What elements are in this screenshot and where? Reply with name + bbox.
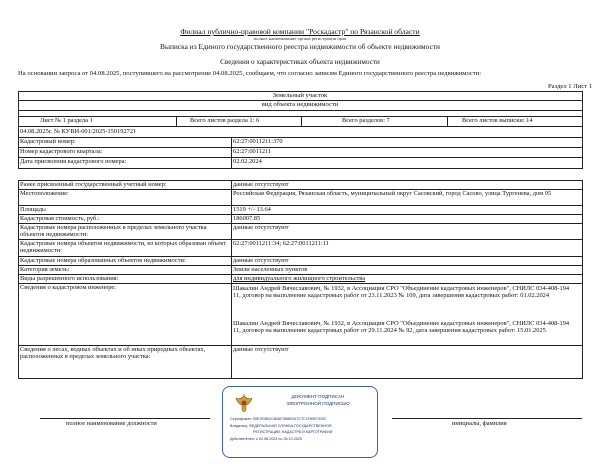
location-label: Местоположение: (20, 190, 69, 197)
document-subtitle: Сведения о характеристиках объекта недвижимости (220, 58, 380, 66)
object-type: Земельный участок (272, 92, 328, 99)
permitted-use-value: для индивидуального жилищного строительства (233, 275, 366, 282)
engineer-value-2: Шакалин Андрей Вячеславович, № 1932, в Ассоциация СРО "Объединение кадастровых инженеров", СНИЛС 034-408-194 11, договор на выполнение кадастровых работ от 29.11.2024 № 92, дата завершения кадастровых работ: 15.01.2025 (233, 320, 570, 335)
assign-date-label: Дата присвоения кадастрового номера: (20, 158, 127, 165)
stamp-title-1: ДОКУМЕНТ ПОДПИСАН (291, 394, 345, 399)
quarter-number-label: Номер кадастрового квартала: (20, 148, 103, 155)
cadastral-value-label: Кадастровая стоимость, руб.: (20, 215, 100, 222)
natural-objects-value: данные отсутствуют (233, 346, 289, 353)
section-reference: Раздел 1 Лист 1 (548, 83, 592, 90)
name-caption: инициалы, фамилия (452, 420, 507, 427)
stamp-certificate: Сертификат: 00E7E0B2C4BAF2B6EEA7C7C1F69E7D3E (230, 417, 326, 421)
permitted-use-label: Виды разрешенного использования: (20, 275, 119, 282)
location-value: Российская Федерация, Рязанская область, муниципальный округ Сасовский, город Сасово, улица Тургенева, дом 95 (233, 190, 552, 197)
position-caption: полное наименование должности (66, 420, 157, 427)
formed-objects-label: Кадастровые номера образованных объектов недвижимости: (20, 257, 186, 264)
vrule-top-fields (231, 137, 232, 169)
area-label: Площадь: (20, 206, 47, 213)
rule-f3 (18, 214, 583, 215)
rule-2 (18, 110, 583, 111)
stamp-owner-2: РЕГИСТРАЦИИ, КАДАСТРА И КАРТОГРАФИИ (253, 430, 333, 434)
rule-5 (18, 137, 583, 138)
cadastral-value-value: 186007.85 (233, 215, 261, 222)
prev-number-label: Ранее присвоенный государственный учетный номер: (20, 181, 167, 188)
engineer-label: Сведения о кадастровом инженере: (20, 284, 117, 291)
natural-objects-label: Сведения о лесах, водных объектах и об иных природных объектах, расположенных в пределах земельного участка: (20, 346, 206, 361)
stamp-title-2: ЭЛЕКТРОННОЙ ПОДПИСЬЮ (286, 401, 350, 406)
objects-within-label: Кадастровые номера расположенных в пределах земельного участка объектов недвижимости: (20, 224, 207, 239)
vrule-b (301, 116, 302, 126)
stamp-owner: Владелец: ФЕДЕРАЛЬНАЯ СЛУЖБА ГОСУДАРСТВЕННОЙ (230, 424, 332, 428)
cadastral-number-label: Кадастровый номер: (20, 138, 76, 145)
land-category-value: Земли населенных пунктов (233, 266, 308, 273)
sheets-total: Всего листов выписки: 14 (462, 117, 533, 124)
vrule-a (176, 116, 177, 126)
objects-within-value: данные отсутствуют (233, 224, 289, 231)
engineer-value-1: Шакалин Андрей Вячеславович, № 1932, в Ассоциация СРО "Объединение кадастровых инженеров", СНИЛС 034-408-194 11, договор на выполнение кадастровых работ от 23.11.2023 № 109, дата завершения кадастровых работ: 01.02.2024 (233, 285, 570, 300)
formed-from-label: Кадастровые номера объектов недвижимости, из которых образован объект недвижимости: (20, 240, 227, 255)
quarter-number-value: 62:27:0011211 (233, 148, 272, 155)
org-name-text: Филиал публично-правовой компании "Роскадастр" по Рязанской области (180, 27, 420, 36)
sections-total: Всего разделов: 7 (342, 117, 390, 124)
cadastral-number-value: 62:27:0011211:370 (233, 138, 283, 145)
prev-number-value: данные отсутствуют (233, 181, 289, 188)
land-category-label: Категория земель: (20, 266, 70, 273)
rule-6 (18, 147, 583, 148)
vrule-fields (231, 180, 232, 379)
e-signature-stamp (222, 386, 378, 458)
request-line: На основании запроса от 04.08.2025, поступившего на рассмотрение 04.08.2025, сообщаем, что согласно записям Единого государственного реестра недвижимости: (18, 70, 482, 77)
date-number: 04.08.2025г. № КУВИ-001/2025-150192721 (20, 128, 137, 135)
stamp-validity: Действителен: с 02.08.2024 по 26.10.2025 (230, 437, 302, 441)
formed-objects-value: данные отсутствуют (233, 257, 289, 264)
document-title: Выписка из Единого государственного реестра недвижимости об объекте недвижимости (160, 42, 440, 51)
assign-date-value: 02.02.2024 (233, 158, 262, 165)
position-line (40, 418, 210, 419)
org-caption: полное наименование органа регистрации прав (253, 36, 347, 41)
eagle-emblem-icon (233, 393, 255, 415)
rule-f2 (18, 205, 583, 206)
vrule-c (447, 116, 448, 126)
formed-from-value: 62:27:0011211:34; 62:27:0011211:11 (233, 240, 329, 247)
name-line (392, 418, 582, 419)
org-name (0, 27, 600, 36)
object-type-caption: вид объекта недвижимости (261, 101, 339, 108)
sheet-number: Лист № 1 раздела 1 (40, 117, 93, 124)
sheets-in-section: Всего листов раздела 1: 6 (190, 117, 260, 124)
area-value: 1519 +/- 13.64 (233, 206, 271, 213)
rule-4 (18, 126, 583, 127)
